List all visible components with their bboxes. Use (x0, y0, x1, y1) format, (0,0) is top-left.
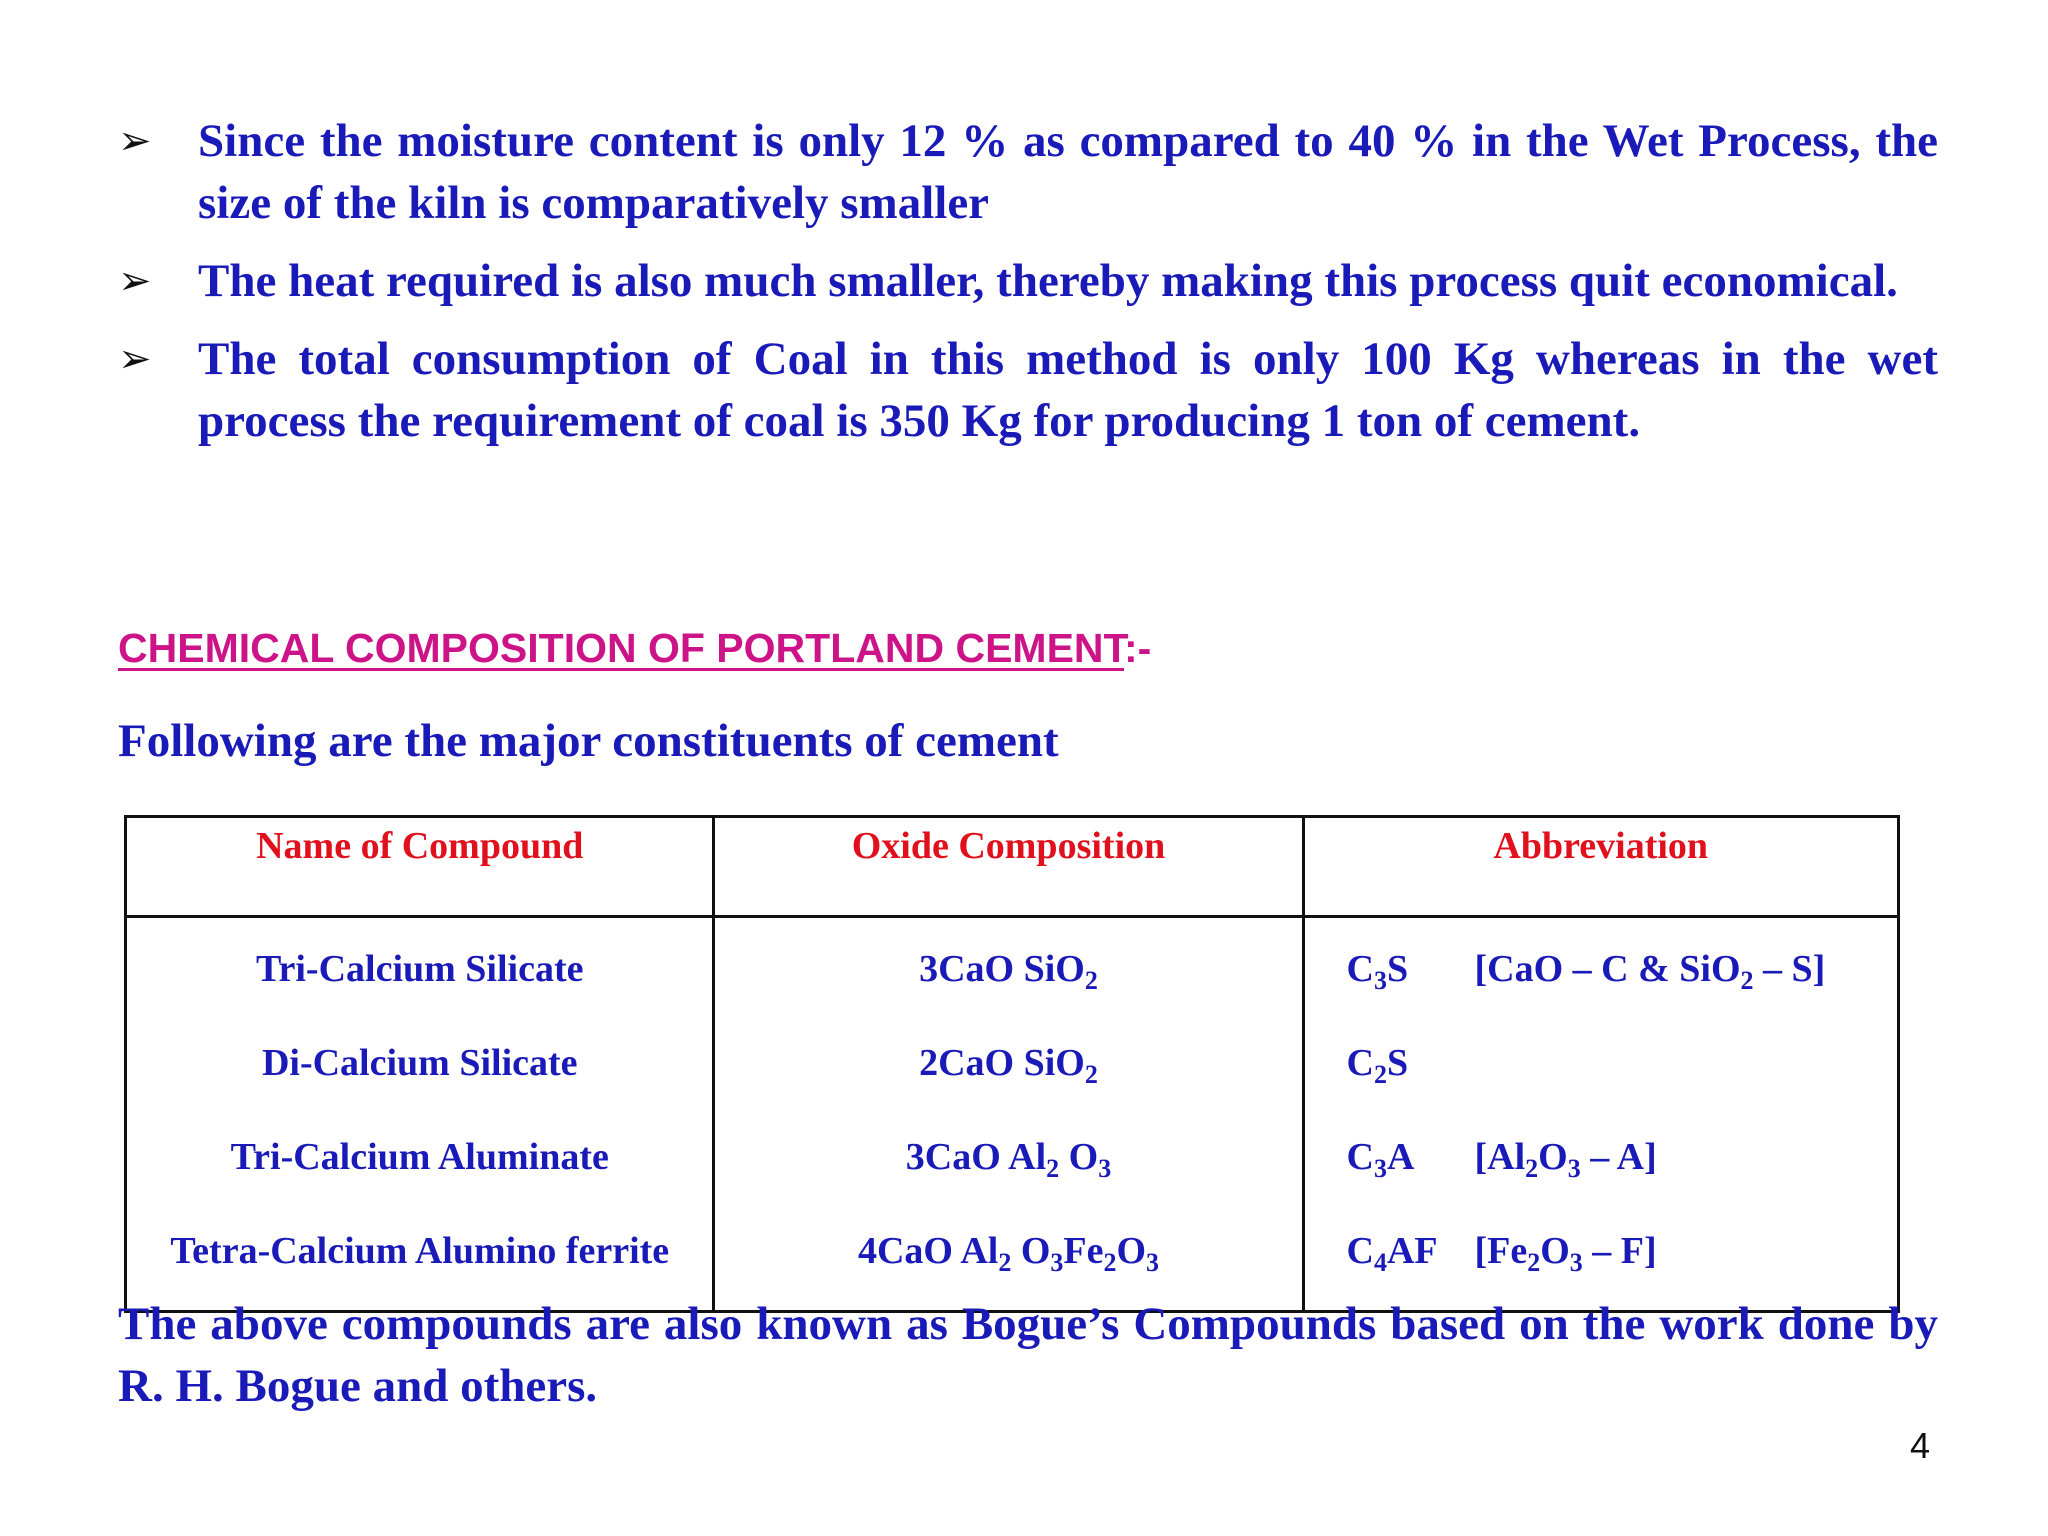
abbreviation (1303, 917, 1899, 1017)
bullet-item (118, 328, 1938, 452)
section-heading (118, 622, 1151, 674)
compound-name: Tri-Calcium Aluminate (126, 1110, 714, 1204)
abbreviation-note: $[Al_2O_3 - A]$ (1474, 1136, 1657, 1183)
abbreviation-code: $C_4AF$ (1346, 1230, 1438, 1277)
arrow-bullet-icon: ➢ (118, 336, 152, 382)
abbreviation (1303, 1110, 1899, 1204)
compound-name: Di-Calcium Silicate (126, 1016, 714, 1110)
abbreviation (1303, 1016, 1899, 1110)
section-heading-text: CHEMICAL COMPOSITION OF PORTLAND CEMENT (118, 625, 1125, 671)
intro-text: Following are the major constituents of cement (118, 715, 1059, 767)
arrow-bullet-icon: ➢ (118, 258, 152, 304)
oxide-composition: 3CaO SiO$_2$ (714, 917, 1303, 1017)
abbreviation-code: $C_3A$ (1346, 1136, 1415, 1183)
abbreviation-note: [CaO – C & SiO$_2$ – S] (1474, 948, 1826, 995)
abbreviation-code: $C_3S$ (1346, 948, 1409, 995)
table-header-row (126, 817, 1899, 917)
abbreviation-code: $C_2S$ (1346, 1042, 1409, 1089)
page-number: 4 (1910, 1425, 1931, 1466)
table-row (126, 1110, 1899, 1204)
bullet-text: The total consumption of Coal in this method is only 100 Kg whereas in the wet process the requirement of coal is 350 Kg for producing 1 ton of cement. (198, 333, 1938, 447)
bullet-item (118, 250, 1938, 312)
oxide-composition: 4CaO $Al_2$ $O_3Fe_2O_3$ (714, 1204, 1303, 1312)
compound-name: Tri-Calcium Silicate (126, 917, 714, 1017)
bullet-text: The heat required is also much smaller, thereby making this process quit economical. (198, 255, 1898, 307)
section-heading-suffix: :- (1124, 625, 1152, 671)
footer-text: The above compounds are also known as Bogue’s Compounds based on the work done by R. H. Bogue and others. (118, 1298, 1938, 1412)
composition-table (124, 815, 1900, 1313)
bullet-item (118, 110, 1938, 234)
abbreviation-note: $[Fe_2O_3 - F]$ (1474, 1230, 1657, 1277)
header-compound: Name of Compound (126, 817, 714, 917)
bullet-text: Since the moisture content is only 12 % as compared to 40 % in the Wet Process, the size of the kiln is comparatively smaller (198, 115, 1938, 229)
table-row (126, 1016, 1899, 1110)
compound-name: Tetra-Calcium Alumino ferrite (126, 1204, 714, 1312)
oxide-composition: 3CaO $Al_2$ $O_3$ (714, 1110, 1303, 1204)
header-oxide: Oxide Composition (714, 817, 1303, 917)
bullet-list (118, 110, 1938, 468)
arrow-bullet-icon: ➢ (118, 118, 152, 164)
table-row (126, 917, 1899, 1017)
oxide-composition: 2CaO SiO$_2$ (714, 1016, 1303, 1110)
header-abbreviation: Abbreviation (1303, 817, 1899, 917)
